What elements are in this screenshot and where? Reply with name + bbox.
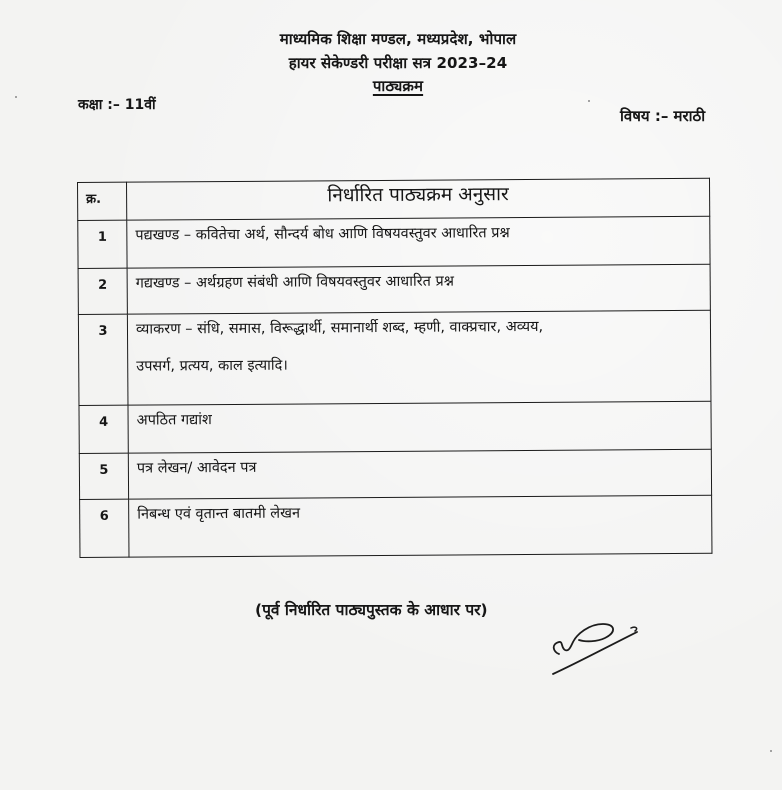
table-row (78, 310, 711, 405)
footer-note: (पूर्व निर्धारित पाठ्यपुस्तक के आधार पर) (255, 601, 488, 619)
row-number-cell: 1 (78, 220, 127, 268)
row-content-cell (127, 310, 711, 405)
row-content-cell: निबन्ध एवं वृतान्त बातमी लेखन (129, 495, 712, 557)
row-content-cell: अपठित गद्यांश (128, 401, 711, 453)
table-row (78, 216, 710, 268)
row-number-cell: 6 (80, 499, 129, 557)
row-content-cell: गद्यखण्ड – अर्थग्रहण संबंधी आणि विषयवस्तुवर आधारित प्रश्न (127, 264, 710, 314)
scan-speck (770, 750, 772, 752)
column-header-syllabus: निर्धारित पाठ्यक्रम अनुसार (127, 178, 710, 220)
syllabus-table (77, 178, 712, 558)
row-content-line-2: उपसर्ग, प्रत्यय, काल इत्यादि। (136, 357, 288, 375)
row-content-line-1: व्याकरण – संधि, समास, विरूद्धार्थी, समानार्थी शब्द, म्हणी, वाक्प्रचार, अव्यय, (135, 318, 544, 338)
exam-session: हायर सेकेण्डरी परीक्षा सत्र 2023–24 (288, 54, 508, 72)
scan-speck (588, 100, 590, 102)
table-row (79, 449, 711, 499)
row-content-cell: पद्यखण्ड – कवितेचा अर्थ, सौन्दर्य बोध आणि विषयवस्तुवर आधारित प्रश्न (127, 216, 710, 268)
signature-icon (545, 618, 645, 678)
syllabus-title-text: पाठ्यक्रम (372, 77, 424, 95)
scan-speck (15, 96, 17, 98)
table-header-row (78, 178, 710, 220)
column-header-serial: क्र. (78, 182, 127, 220)
table-row (78, 264, 710, 314)
row-content-cell: पत्र लेखन/ आवेदन पत्र (128, 449, 711, 499)
row-number-cell: 3 (78, 314, 128, 405)
class-label: कक्षा :– 11वीं (78, 97, 156, 113)
row-number-cell: 4 (79, 405, 128, 453)
row-number-cell: 2 (78, 268, 127, 314)
table-row (79, 401, 711, 453)
subject-label: विषय :– मराठी (620, 107, 706, 125)
row-number-cell: 5 (79, 453, 128, 499)
table-row (80, 495, 712, 557)
board-name: माध्यमिक शिक्षा मण्डल, मध्यप्रदेश, भोपाल (279, 30, 517, 48)
syllabus-title (0, 76, 782, 96)
